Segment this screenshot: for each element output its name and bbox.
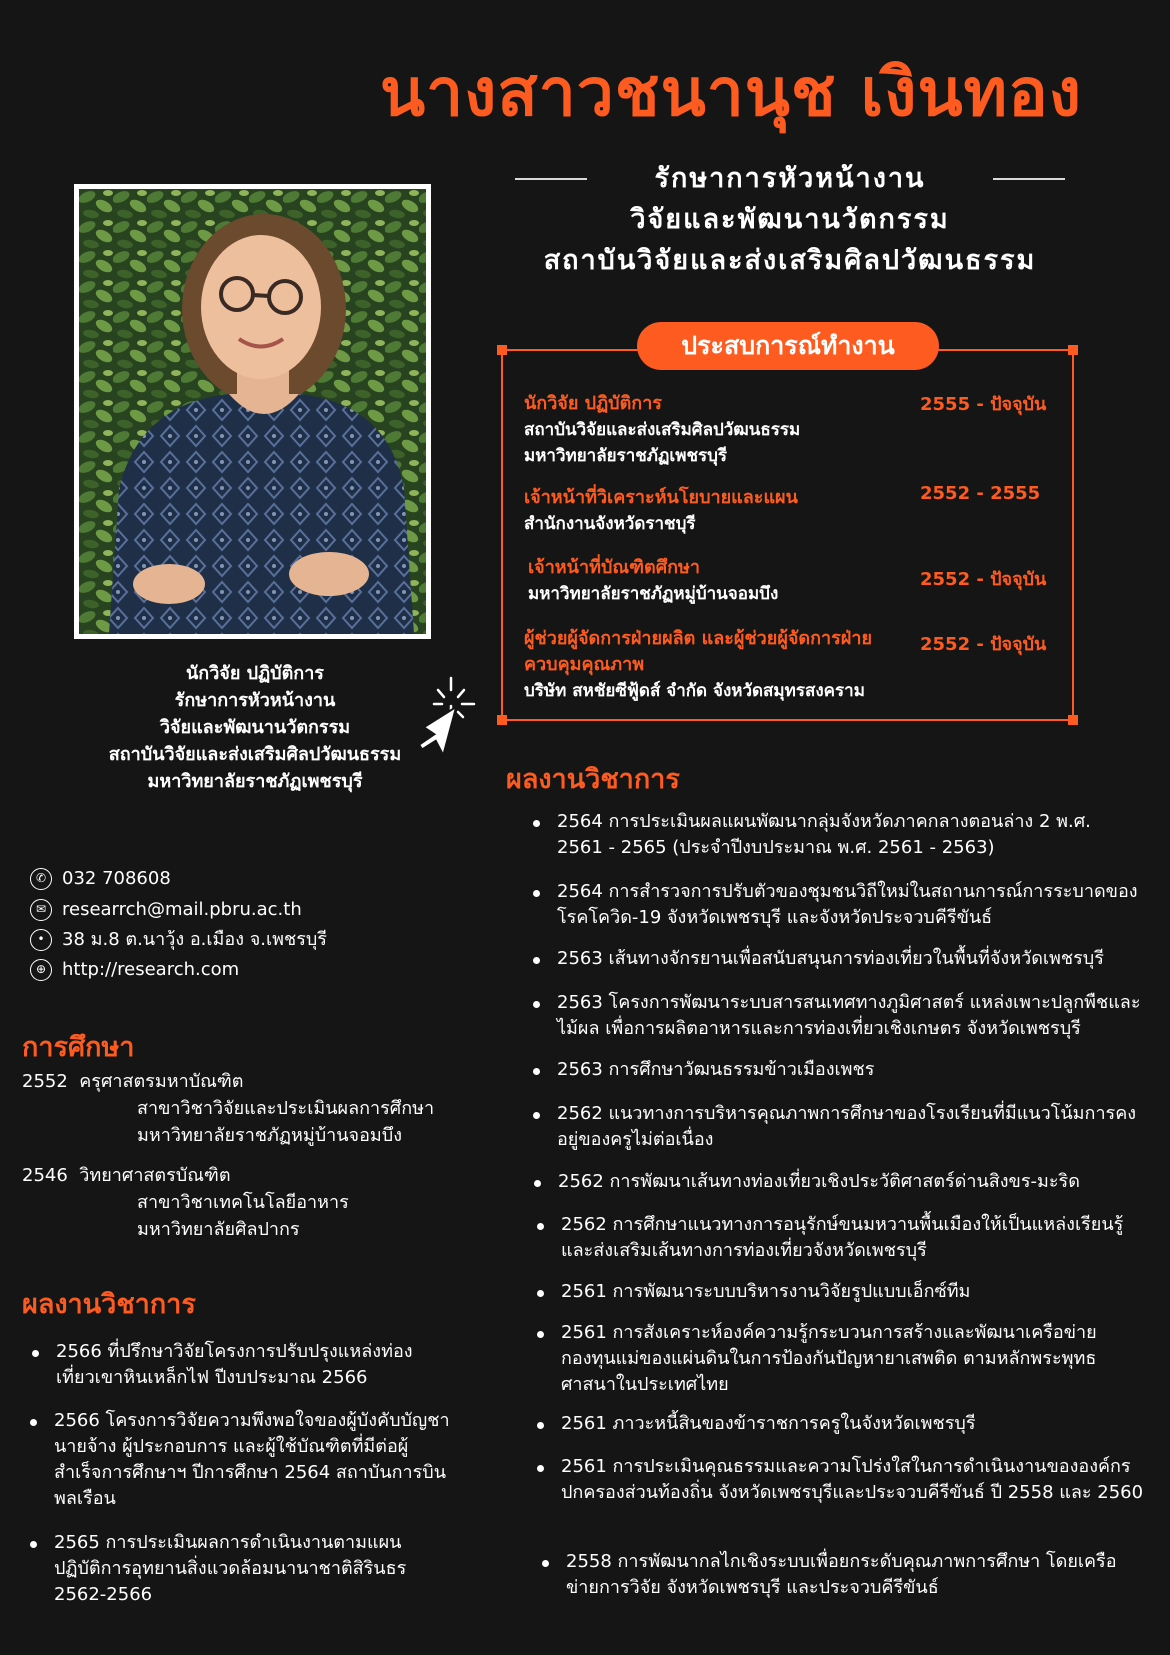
education-university: มหาวิทยาลัยศิลปากร	[137, 1219, 300, 1240]
list-item: 2563 โครงการพัฒนาระบบสารสนเทศทางภูมิศาสตร์ แหล่งเพาะปลูกพืชและไม้ผล เพื่อการผลิตอาหารและการท่องเที่ยวเชิงเกษตร จังหวัดเพชรบุรี	[557, 990, 1142, 1042]
box-corner	[497, 715, 507, 725]
list-item: 2562 แนวทางการบริหารคุณภาพการศึกษาของโรงเรียนที่มีแนวโน้มการคงอยู่ของครูไม่ต่อเนื่อง	[557, 1101, 1142, 1153]
experience-org: บริษัท สหชัยซีฟู้ดส์ จำกัด จังหวัดสมุทรสงคราม	[524, 681, 865, 701]
mail-icon: ✉	[30, 899, 52, 921]
box-corner	[1068, 715, 1078, 725]
list-item: 2566 ที่ปรึกษาวิจัยโครงการปรับปรุงแหล่งท่องเที่ยวเขาหินเหล็กไฟ ปีงบประมาณ 2566	[56, 1339, 436, 1391]
experience-years: 2552 - ปัจจุบัน	[920, 569, 1047, 590]
list-item: 2558 การพัฒนากลไกเชิงระบบเพื่อยกระดับคุณภาพการศึกษา โดยเครือข่ายการวิจัย จังหวัดเพชรบุรี และประจวบคีรีขันธ์	[566, 1549, 1146, 1601]
address-text: 38 ม.8 ต.นาวุ้ง อ.เมือง จ.เพชรบุรี	[62, 929, 327, 950]
caption-line: นักวิจัย ปฏิบัติการ	[186, 663, 324, 684]
photo-caption	[60, 660, 450, 795]
click-cursor-icon	[416, 676, 480, 762]
globe-icon: ⊕	[30, 959, 52, 981]
education-heading: การศึกษา	[22, 1032, 135, 1063]
experience-years: 2555 - ปัจจุบัน	[920, 394, 1047, 415]
list-item: 2564 การประเมินผลแผนพัฒนากลุ่มจังหวัดภาคกลางตอนล่าง 2 พ.ศ. 2561 - 2565 (ประจำปีงบประมาณ พ.ศ. 2561 - 2563)	[557, 809, 1142, 861]
list-item: 2564 การสำรวจการปรับตัวของชุมชนวิถีใหม่ในสถานการณ์การระบาดของโรคโควิด-19 จังหวัดเพชรบุรี และจังหวัดประจวบคีรีขันธ์	[557, 879, 1142, 931]
education-major: สาขาวิชาเทคโนโลยีอาหาร	[137, 1192, 349, 1213]
experience-role: นักวิจัย ปฏิบัติการ	[524, 393, 662, 414]
experience-item	[524, 678, 1064, 704]
job-title-line: สถาบันวิจัยและส่งเสริมศิลปวัฒนธรรม	[543, 245, 1037, 276]
box-corner	[497, 345, 507, 355]
phone-text: 032 708608	[62, 868, 171, 889]
box-corner	[1068, 345, 1078, 355]
person-name: นางสาวชนานุช เงินทอง	[380, 54, 1082, 131]
experience-role: เจ้าหน้าที่วิเคราะห์นโยบายและแผน	[524, 487, 798, 508]
decorative-line-left	[515, 178, 587, 180]
list-item: 2562 การพัฒนาเส้นทางท่องเที่ยวเชิงประวัติศาสตร์ด่านสิงขร-มะริด	[558, 1169, 1143, 1195]
contact-phone	[30, 866, 460, 892]
experience-org: มหาวิทยาลัยราชภัฏเพชรบุรี	[524, 446, 728, 466]
experience-heading: ประสบการณ์ทำงาน	[637, 322, 939, 370]
experience-years: 2552 - 2555	[920, 483, 1041, 504]
caption-line: สถาบันวิจัยและส่งเสริมศิลปวัฒนธรรม	[108, 744, 402, 765]
experience-item	[524, 626, 884, 678]
email-text[interactable]: researrch@mail.pbru.ac.th	[62, 899, 302, 920]
phone-icon: ✆	[30, 868, 52, 890]
academic-works-heading-right: ผลงานวิชาการ	[506, 764, 680, 795]
list-item: 2563 การศึกษาวัฒนธรรมข้าวเมืองเพชร	[557, 1057, 1142, 1083]
caption-line: รักษาการหัวหน้างาน	[174, 690, 336, 711]
contact-address	[30, 927, 460, 953]
profile-photo	[74, 184, 431, 639]
list-item: 2561 การพัฒนาระบบบริหารงานวิจัยรูปแบบเอ็กซ์ทีม	[561, 1279, 1146, 1305]
job-title-line: รักษาการหัวหน้างาน	[654, 163, 926, 194]
list-item: 2562 การศึกษาแนวทางการอนุรักษ์ขนมหวานพื้นเมืองให้เป็นแหล่งเรียนรู้และส่งเสริมเส้นทางการท่องเที่ยวจังหวัดเพชรบุรี	[561, 1212, 1146, 1264]
experience-org: สำนักงานจังหวัดราชบุรี	[524, 514, 696, 534]
experience-org: มหาวิทยาลัยราชภัฏหมู่บ้านจอมบึง	[528, 584, 779, 604]
list-item: 2565 การประเมินผลการดำเนินงานตามแผนปฏิบัติการอุทยานสิ่งแวดล้อมนานาชาติสิรินธร 2562-2566	[54, 1530, 434, 1608]
location-pin-icon: •	[30, 929, 52, 951]
education-year: 2546	[22, 1165, 68, 1186]
job-title-line: วิจัยและพัฒนานวัตกรรม	[630, 204, 950, 235]
website-link[interactable]: http://research.com	[62, 959, 240, 980]
list-item: 2566 โครงการวิจัยความพึงพอใจของผู้บังคับบัญชา นายจ้าง ผู้ประกอบการ และผู้ใช้บัณฑิตที่มีต่อผู้สำเร็จการศึกษาฯ ปีการศึกษา 2564 สถาบันการบินพลเรือน	[54, 1408, 454, 1512]
education-major: สาขาวิชาวิจัยและประเมินผลการศึกษา	[137, 1098, 435, 1119]
decorative-line-right	[993, 178, 1065, 180]
experience-years: 2552 - ปัจจุบัน	[920, 634, 1047, 655]
experience-org: สถาบันวิจัยและส่งเสริมศิลปวัฒนธรรม	[524, 420, 801, 440]
contact-email[interactable]	[30, 897, 460, 923]
experience-role: ผู้ช่วยผู้จัดการฝ่ายผลิต และผู้ช่วยผู้จัดการฝ่าย ควบคุมคุณภาพ	[524, 628, 872, 675]
list-item: 2563 เส้นทางจักรยานเพื่อสนับสนุนการท่องเที่ยวในพื้นที่จังหวัดเพชรบุรี	[557, 946, 1142, 972]
caption-line: มหาวิทยาลัยราชภัฏเพชรบุรี	[147, 771, 363, 792]
list-item: 2561 ภาวะหนี้สินของข้าราชการครูในจังหวัดเพชรบุรี	[561, 1411, 1146, 1437]
education-degree: ครุศาสตรมหาบัณฑิต	[79, 1071, 244, 1092]
education-item	[22, 1068, 462, 1149]
academic-works-heading-left: ผลงานวิชาการ	[22, 1289, 196, 1320]
experience-role: เจ้าหน้าที่บัณฑิตศึกษา	[528, 557, 701, 578]
education-year: 2552	[22, 1071, 68, 1092]
education-degree: วิทยาศาสตรบัณฑิต	[79, 1165, 231, 1186]
contact-website[interactable]	[30, 957, 460, 983]
caption-line: วิจัยและพัฒนานวัตกรรม	[159, 717, 351, 738]
education-item	[22, 1162, 462, 1243]
education-university: มหาวิทยาลัยราชภัฏหมู่บ้านจอมบึง	[137, 1125, 402, 1146]
list-item: 2561 การประเมินคุณธรรมและความโปร่งใสในการดำเนินงานขององค์กรปกครองส่วนท้องถิ่น จังหวัดเพชรบุรีและประจวบคีรีขันธ์ ปี 2558 และ 2560	[561, 1454, 1146, 1506]
job-title-block	[480, 158, 1100, 281]
list-item: 2561 การสังเคราะห์องค์ความรู้กระบวนการสร้างและพัฒนาเครือข่ายกองทุนแม่ของแผ่นดินในการป้องกันปัญหายาเสพติด ตามหลักพระพุทธศาสนาในประเทศไทย	[561, 1320, 1146, 1398]
